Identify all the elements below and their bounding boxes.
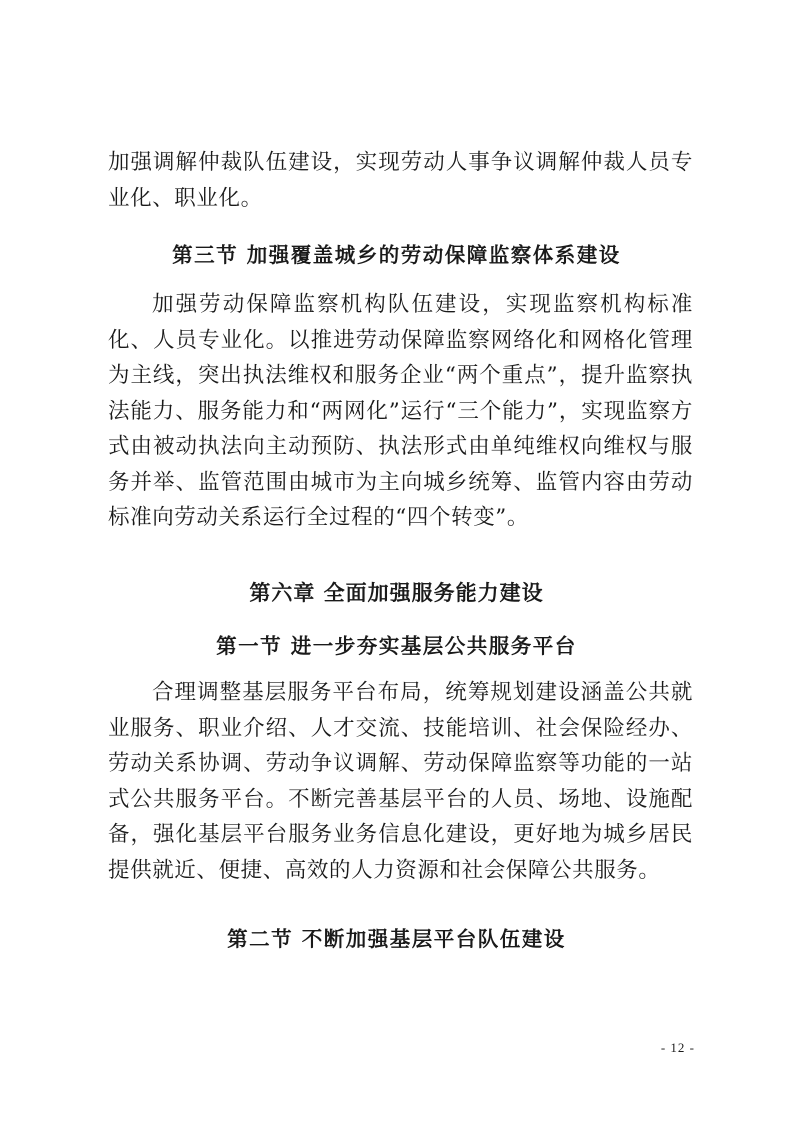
section-heading-platform-team: 第二节 不断加强基层平台队伍建设 — [227, 927, 566, 951]
page-number: - 12 - — [660, 1040, 695, 1055]
section-heading-grassroots-platform: 第一节 进一步夯实基层公共服务平台 — [216, 634, 577, 658]
paragraph-platform-layout: 合理调整基层服务平台布局，统筹规划建设涵盖公共就业服务、职业介绍、人才交流、技能培训、社会保险经办、劳动关系协调、劳动争议调解、劳动保障监察等功能的一站式公共服务平台。不断完善基层平台的人员、场地、设施配备，强化基层平台服务业务信息化建设，更好地为城乡居民提供就近、便捷、高效的人力资源和社会保障公共服务。 — [108, 680, 693, 883]
paragraph-mediation-arbitration: 加强调解仲裁队伍建设，实现劳动人事争议调解仲裁人员专业化、职业化。 — [108, 150, 693, 211]
section-heading-supervision-system: 第三节 加强覆盖城乡的劳动保障监察体系建设 — [172, 243, 621, 267]
chapter-heading-service-capacity: 第六章 全面加强服务能力建设 — [249, 581, 544, 605]
paragraph-supervision-team: 加强劳动保障监察机构队伍建设，实现监察机构标准化、人员专业化。以推进劳动保障监察网络化和网格化管理为主线，突出执法维权和服务企业“两个重点”，提升监察执法能力、服务能力和“两网化”运行“三个能力”，实现监察方式由被动执法向主动预防、执法形式由单纯维权向维权与服务并举、监管范围由城市为主向城乡统筹、监管内容由劳动标准向劳动关系运行全过程的“四个转变”。 — [108, 292, 693, 530]
